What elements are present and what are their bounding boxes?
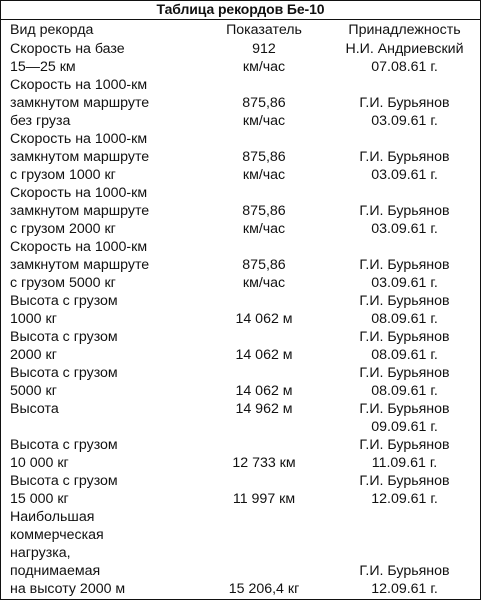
- table-row: [0, 40, 481, 76]
- record-value-line: 875,86: [242, 149, 286, 165]
- record-owner-cell: [328, 238, 481, 292]
- record-value-line: 14 062 м: [235, 383, 293, 399]
- record-owner-line: 08.09.61 г.: [371, 311, 438, 327]
- record-owner-line: 03.09.61 г.: [371, 221, 438, 237]
- record-type-line: [10, 418, 200, 436]
- record-value-line: 875,86: [242, 95, 286, 111]
- record-owner-line: 12.09.61 г.: [371, 491, 438, 507]
- column-header-record-type: Вид рекорда: [10, 22, 94, 38]
- record-owner-line: [328, 508, 481, 526]
- record-type-cell: [0, 328, 200, 364]
- record-type-line: без груза: [10, 113, 71, 129]
- record-owner-line: 11.09.61 г.: [371, 455, 438, 471]
- record-value-line: [200, 562, 328, 580]
- record-type-cell: [0, 292, 200, 328]
- record-type-cell: [0, 130, 200, 184]
- record-owner-line: 09.09.61 г.: [371, 419, 438, 435]
- title-divider: [0, 19, 481, 20]
- record-owner-line: [328, 526, 481, 544]
- record-type-line: нагрузка,: [10, 545, 71, 561]
- record-owner-cell: [328, 40, 481, 76]
- record-value-line: [200, 130, 328, 148]
- record-owner-line: 08.09.61 г.: [371, 347, 438, 363]
- record-owner-cell: [328, 364, 481, 400]
- record-owner-cell: [328, 184, 481, 238]
- record-value-line: [200, 364, 328, 382]
- record-type-line: 15—25 км: [10, 59, 76, 75]
- record-value-line: [200, 328, 328, 346]
- record-type-line: Высота с грузом: [10, 293, 118, 309]
- record-type-line: на высоту 2000 м: [10, 581, 126, 597]
- table-row: [0, 76, 481, 130]
- record-owner-line: 08.09.61 г.: [371, 383, 438, 399]
- table-row: [0, 364, 481, 400]
- record-value-line: км/час: [242, 59, 286, 75]
- record-type-line: 1000 кг: [10, 311, 57, 327]
- record-type-line: с грузом 5000 кг: [10, 275, 116, 291]
- record-value-line: [200, 508, 328, 526]
- record-value-line: 875,86: [242, 203, 286, 219]
- record-owner-line: Г.И. Бурьянов: [359, 95, 450, 111]
- records-table: [0, 21, 481, 598]
- record-type-line: коммерческая: [10, 527, 104, 543]
- record-value-cell: [200, 184, 328, 238]
- table-row: [0, 508, 481, 598]
- record-type-line: Высота с грузом: [10, 365, 118, 381]
- record-type-cell: [0, 400, 200, 436]
- record-value-cell: [200, 76, 328, 130]
- record-type-line: Скорость на 1000-км: [10, 185, 148, 201]
- record-value-line: [200, 418, 328, 436]
- record-value-line: км/час: [242, 113, 286, 129]
- record-type-line: 15 000 кг: [10, 491, 69, 507]
- record-value-line: [200, 436, 328, 454]
- record-value-line: [200, 526, 328, 544]
- record-owner-line: Г.И. Бурьянов: [359, 365, 450, 381]
- record-owner-cell: [328, 472, 481, 508]
- table-row: [0, 238, 481, 292]
- record-type-line: замкнутом маршруте: [10, 149, 150, 165]
- record-owner-line: 12.09.61 г.: [371, 581, 438, 597]
- record-owner-line: Г.И. Бурьянов: [359, 149, 450, 165]
- record-type-line: Высота с грузом: [10, 437, 118, 453]
- table-row: [0, 472, 481, 508]
- record-owner-line: Г.И. Бурьянов: [359, 329, 450, 345]
- record-type-cell: [0, 184, 200, 238]
- record-type-line: 10 000 кг: [10, 455, 69, 471]
- record-owner-line: [328, 130, 481, 148]
- record-type-line: 2000 кг: [10, 347, 57, 363]
- record-owner-cell: [328, 436, 481, 472]
- record-value-cell: [200, 364, 328, 400]
- record-owner-line: 03.09.61 г.: [371, 167, 438, 183]
- record-value-line: 15 206,4 кг: [228, 581, 300, 597]
- record-owner-line: [328, 76, 481, 94]
- record-owner-cell: [328, 328, 481, 364]
- records-body: [0, 40, 481, 598]
- record-owner-line: Г.И. Бурьянов: [359, 203, 450, 219]
- record-owner-cell: [328, 508, 481, 598]
- record-owner-cell: [328, 130, 481, 184]
- record-value-line: [200, 238, 328, 256]
- record-type-line: 5000 кг: [10, 383, 57, 399]
- column-header-owner: Принадлежность: [348, 22, 461, 38]
- record-owner-line: Г.И. Бурьянов: [359, 473, 450, 489]
- record-value-cell: [200, 40, 328, 76]
- record-value-line: 12 733 км: [232, 455, 296, 471]
- record-value-line: 14 062 м: [235, 311, 293, 327]
- record-value-line: [200, 292, 328, 310]
- record-type-line: замкнутом маршруте: [10, 257, 150, 273]
- record-type-cell: [0, 508, 200, 598]
- record-value-line: [200, 544, 328, 562]
- record-owner-line: [328, 238, 481, 256]
- record-owner-cell: [328, 292, 481, 328]
- record-value-line: [200, 76, 328, 94]
- record-type-cell: [0, 40, 200, 76]
- record-type-line: Высота с грузом: [10, 473, 118, 489]
- record-type-line: с грузом 1000 кг: [10, 167, 116, 183]
- record-owner-cell: [328, 76, 481, 130]
- record-type-line: Высота: [10, 401, 59, 417]
- record-value-line: [200, 472, 328, 490]
- record-type-cell: [0, 472, 200, 508]
- record-value-cell: [200, 328, 328, 364]
- record-type-line: Скорость на 1000-км: [10, 77, 148, 93]
- record-type-line: с грузом 2000 кг: [10, 221, 116, 237]
- record-owner-line: 03.09.61 г.: [371, 113, 438, 129]
- table-row: [0, 292, 481, 328]
- record-owner-line: Г.И. Бурьянов: [359, 257, 450, 273]
- record-type-line: поднимаемая: [10, 563, 101, 579]
- record-type-line: Высота с грузом: [10, 329, 118, 345]
- record-type-cell: [0, 76, 200, 130]
- record-value-line: 11 997 км: [232, 491, 296, 507]
- record-value-line: 875,86: [242, 257, 286, 273]
- record-value-cell: [200, 472, 328, 508]
- record-owner-line: Г.И. Бурьянов: [359, 437, 450, 453]
- record-type-cell: [0, 238, 200, 292]
- record-type-cell: [0, 364, 200, 400]
- table-row: [0, 328, 481, 364]
- record-owner-line: Г.И. Бурьянов: [359, 293, 450, 309]
- table-row: [0, 130, 481, 184]
- record-type-line: Скорость на базе: [10, 41, 125, 57]
- record-value-cell: [200, 238, 328, 292]
- record-owner-line: 03.09.61 г.: [371, 275, 438, 291]
- record-owner-line: 07.08.61 г.: [371, 59, 438, 75]
- record-type-cell: [0, 436, 200, 472]
- column-header-value: Показатель: [226, 22, 302, 38]
- record-type-line: Наибольшая: [10, 509, 95, 525]
- record-owner-line: Н.И. Андриевский: [345, 41, 464, 57]
- record-type-line: Скорость на 1000-км: [10, 131, 148, 147]
- record-value-cell: [200, 508, 328, 598]
- record-value-cell: [200, 436, 328, 472]
- record-value-line: км/час: [242, 221, 286, 237]
- record-value-line: км/час: [242, 167, 286, 183]
- table-row: [0, 436, 481, 472]
- header-row: [0, 21, 481, 40]
- record-value-line: 912: [252, 41, 276, 57]
- record-owner-line: Г.И. Бурьянов: [359, 563, 450, 579]
- record-value-line: 14 062 м: [235, 347, 293, 363]
- record-owner-line: [328, 544, 481, 562]
- record-type-line: замкнутом маршруте: [10, 203, 150, 219]
- record-value-cell: [200, 292, 328, 328]
- table-row: [0, 400, 481, 436]
- record-value-cell: [200, 130, 328, 184]
- record-owner-cell: [328, 400, 481, 436]
- table-row: [0, 184, 481, 238]
- record-value-line: км/час: [242, 275, 286, 291]
- record-owner-line: [328, 184, 481, 202]
- record-value-line: [200, 184, 328, 202]
- record-type-line: Скорость на 1000-км: [10, 239, 148, 255]
- record-type-line: замкнутом маршруте: [10, 95, 150, 111]
- record-owner-line: Г.И. Бурьянов: [359, 401, 450, 417]
- record-value-cell: [200, 400, 328, 436]
- record-value-line: 14 962 м: [235, 401, 293, 417]
- table-title: Таблица рекордов Бе-10: [156, 1, 325, 17]
